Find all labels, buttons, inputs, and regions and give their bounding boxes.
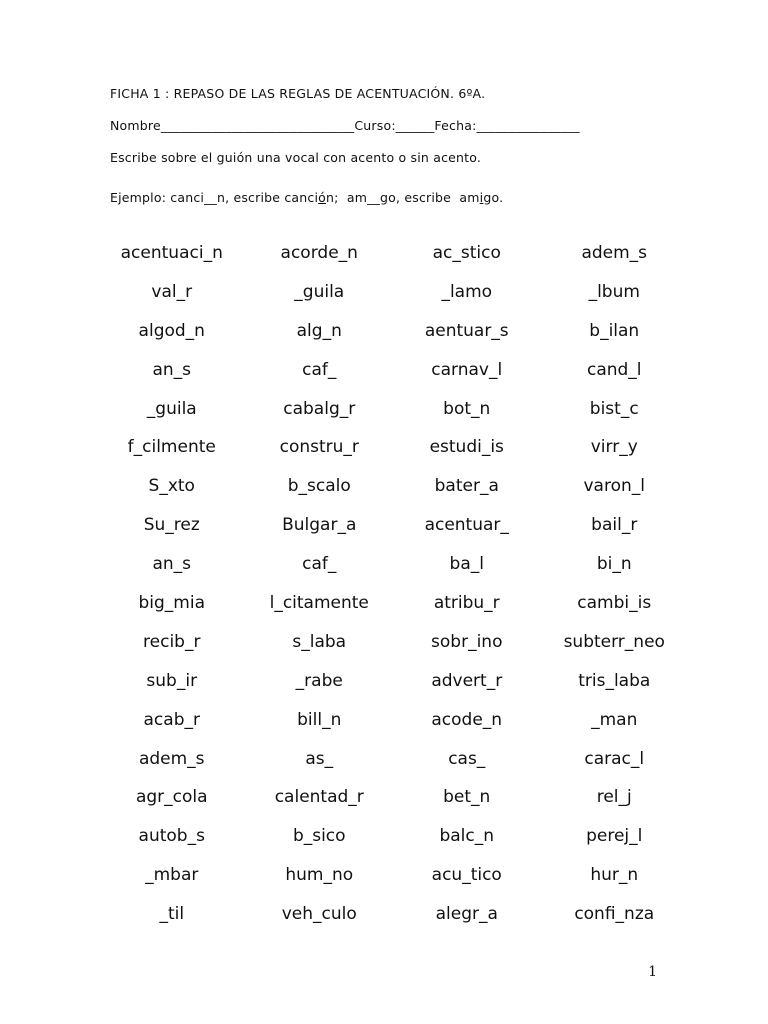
word-item: adem_s (138, 748, 205, 769)
word-item: advert_r (431, 670, 503, 691)
word-item: l_citamente (269, 593, 369, 614)
word-item: aentuar_s (424, 320, 509, 341)
word-item: acorde_n (280, 243, 358, 263)
word-item: rel_j (596, 787, 632, 808)
page-number: 1 (648, 964, 657, 980)
example-highlight-1: ó (318, 190, 326, 205)
word-item: agr_cola (135, 787, 208, 808)
word-item: virr_y (590, 437, 638, 458)
word-item: bail_r (591, 515, 638, 536)
word-item: bill_n (297, 709, 342, 730)
word-item: alg_n (296, 320, 342, 341)
worksheet-title: FICHA 1 : REPASO DE LAS REGLAS DE ACENTUACIÓN. 6ºA. (110, 86, 486, 101)
word-item: estudi_is (429, 437, 504, 458)
word-item: algod_n (138, 320, 205, 341)
word-item: perej_l (586, 826, 643, 847)
word-item: cambi_is (577, 593, 652, 614)
word-item: carnav_l (431, 359, 503, 380)
word-item: _man (591, 709, 638, 730)
word-item: b_sico (292, 826, 346, 847)
word-item: calentad_r (274, 787, 364, 808)
word-item: b_ilan (589, 320, 640, 341)
word-item: subterr_neo (563, 631, 665, 652)
word-item: ac_stico (432, 243, 501, 263)
word-item: bater_a (434, 476, 499, 497)
word-item: an_s (152, 554, 192, 575)
instruction-text: Escribe sobre el guión una vocal con acento o sin acento. (110, 150, 482, 165)
word-item: cand_l (586, 359, 642, 380)
word-item: hum_no (285, 865, 354, 886)
word-item: _rabe (295, 670, 343, 691)
word-item: big_mia (138, 593, 205, 614)
word-item: bi_n (596, 554, 632, 575)
word-item: acu_tico (431, 865, 502, 886)
word-item: acentuaci_n (120, 243, 223, 263)
word-item: bet_n (443, 787, 491, 808)
word-item: balc_n (439, 826, 495, 847)
word-item: carac_l (584, 748, 645, 769)
word-grid (98, 238, 688, 938)
example-text (110, 190, 503, 205)
word-item: _lamo (441, 281, 493, 302)
word-item: S_xto (148, 476, 195, 497)
word-item: adem_s (581, 243, 648, 263)
word-item: s_laba (292, 631, 347, 652)
word-item: recib_r (143, 631, 201, 652)
example-highlight-2: i (479, 190, 484, 205)
word-item: cas_ (448, 748, 486, 769)
word-item: atribu_r (433, 593, 500, 614)
word-item: acab_r (143, 709, 200, 730)
word-item: acode_n (431, 709, 503, 730)
word-item: val_r (151, 281, 193, 302)
word-item: sobr_ino (431, 631, 503, 652)
word-item: _lbum (588, 281, 640, 302)
word-item: Bulgar_a (282, 515, 357, 536)
word-item: cabalg_r (283, 398, 356, 419)
word-item: _til (159, 904, 185, 925)
word-item: _guila (146, 398, 197, 419)
word-item: _guila (294, 281, 345, 302)
word-item: Su_rez (143, 515, 200, 536)
word-item: caf_ (302, 359, 337, 380)
word-item: constru_r (279, 437, 359, 458)
word-item: confi_nza (574, 904, 655, 925)
word-item: ba_l (449, 554, 484, 575)
word-item: varon_l (583, 476, 645, 497)
word-item: an_s (152, 359, 192, 380)
name-course-date-line: Nombre______________________________Curso:______Fecha:________________ (110, 118, 580, 133)
word-item: bot_n (443, 398, 491, 419)
example-part-1: Ejemplo: canci__n, escribe canci (110, 190, 319, 205)
word-item: _mbar (145, 865, 199, 886)
word-item: acentuar_ (424, 515, 509, 536)
word-item: sub_ir (146, 670, 198, 691)
word-item: autob_s (138, 826, 205, 847)
example-part-2: n; am__go, escribe am (326, 190, 480, 205)
word-item: bist_c (589, 398, 639, 419)
word-item: caf_ (302, 554, 337, 575)
example-part-3: go. (483, 190, 504, 205)
word-item: veh_culo (281, 904, 357, 925)
word-item: hur_n (590, 865, 639, 886)
word-item: b_scalo (287, 476, 351, 497)
word-item: f_cilmente (127, 437, 216, 458)
word-item: alegr_a (435, 904, 498, 925)
word-item: tris_laba (578, 670, 651, 691)
word-item: as_ (305, 748, 334, 769)
